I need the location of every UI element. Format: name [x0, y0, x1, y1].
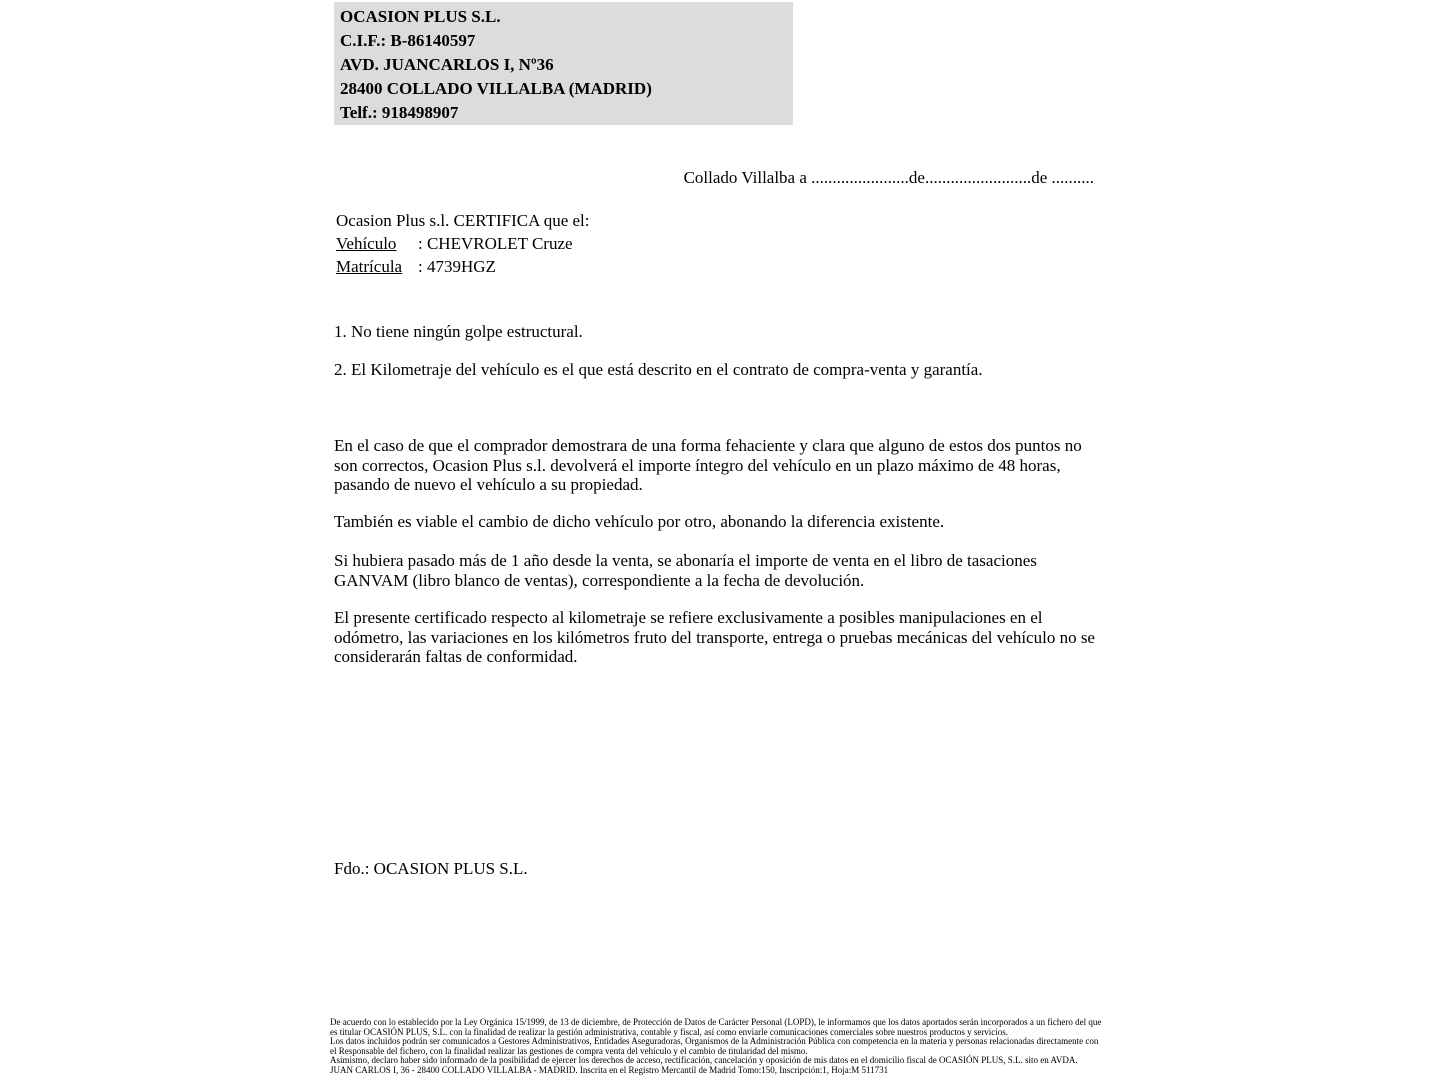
paragraph-refund-policy: En el caso de que el comprador demostrara de una forma fehaciente y clara que alguno de estos dos puntos no son correctos, Ocasion Plus s.l. devolverá el importe íntegro del vehículo en un plazo máximo de 48 horas, pasando de nuevo el vehículo a su propiedad.: [334, 436, 1082, 494]
paragraph-ganvam-valuation: Si hubiera pasado más de 1 año desde la venta, se abonaría el importe de venta en el libro de tasaciones GANVAM (libro blanco de ventas), correspondiente a la fecha de devolución.: [334, 551, 1037, 590]
company-phone: Telf.: 918498907: [340, 103, 459, 122]
signature-line: Fdo.: OCASION PLUS S.L.: [334, 859, 528, 878]
legal-paragraph-lopd: De acuerdo con lo establecido por la Ley Orgánica 15/1999, de 13 de diciembre, de Protección de Datos de Carácter Personal (LOPD), le informamos que los datos aportados serán incorporados a un fichero del que es titular OCASIÓN PLUS, S.L. con la finalidad de realizar la gestión administrativa, contable y fiscal, así como enviarle comunicaciones comerciales sobre nuestros productos y servicios.: [330, 1017, 1102, 1037]
vehicle-row: [336, 232, 590, 255]
paragraph-odometer-disclaimer: El presente certificado respecto al kilometraje se refiere exclusivamente a posibles manipulaciones en el odómetro, las variaciones en los kilómetros fruto del transporte, entrega o pruebas mecánicas del vehículo no se considerarán faltas de conformidad.: [334, 608, 1095, 666]
date-line: Collado Villalba a .......................de.........................de ..........: [683, 168, 1094, 187]
legal-paragraph-data-sharing: Los datos incluidos podrán ser comunicados a Gestores Administrativos, Entidades Aseguradoras, Organismos de la Administración Pública con competencia en la materia y personas relacionadas directamente con el Responsable del fichero, con la finalidad realizar las gestiones de compra venta del vehículo y el cambio de titularidad del mismo.: [330, 1036, 1099, 1056]
company-address: AVD. JUANCARLOS I, Nº36: [340, 55, 554, 74]
condition-point-1: 1. No tiene ningún golpe estructural.: [334, 322, 583, 341]
paragraph-exchange-option: También es viable el cambio de dicho vehículo por otro, abonando la diferencia existente.: [334, 512, 945, 531]
plate-value: : 4739HGZ: [418, 257, 496, 276]
legal-paragraph-rights: Asimismo, declaro haber sido informado de la posibilidad de ejercer los derechos de acceso, rectificación, cancelación y oposición de mis datos en el domicilio fiscal de OCASIÓN PLUS, S.L. sito en AVDA. JUAN CARLOS I, 36 - 28400 COLLADO VILLALBA - MADRID. Inscrita en el Registro Mercantil de Madrid Tomo:150, Inscripción:1, Hoja:M 511731: [330, 1055, 1078, 1075]
vehicle-label: Vehículo: [336, 234, 397, 253]
plate-row: [336, 255, 590, 278]
legal-footer: [330, 1018, 1102, 1076]
certify-intro: Ocasion Plus s.l. CERTIFICA que el:: [336, 211, 590, 230]
company-cif: C.I.F.: B-86140597: [340, 31, 476, 50]
vehicle-value: : CHEVROLET Cruze: [418, 234, 573, 253]
condition-point-2: 2. El Kilometraje del vehículo es el que está descrito en el contrato de compra-venta y garantía.: [334, 360, 983, 379]
certify-block: [336, 209, 590, 278]
plate-label: Matrícula: [336, 257, 403, 276]
company-header-box: [334, 2, 793, 125]
company-city: 28400 COLLADO VILLALBA (MADRID): [340, 79, 652, 98]
company-name: OCASION PLUS S.L.: [340, 7, 501, 26]
